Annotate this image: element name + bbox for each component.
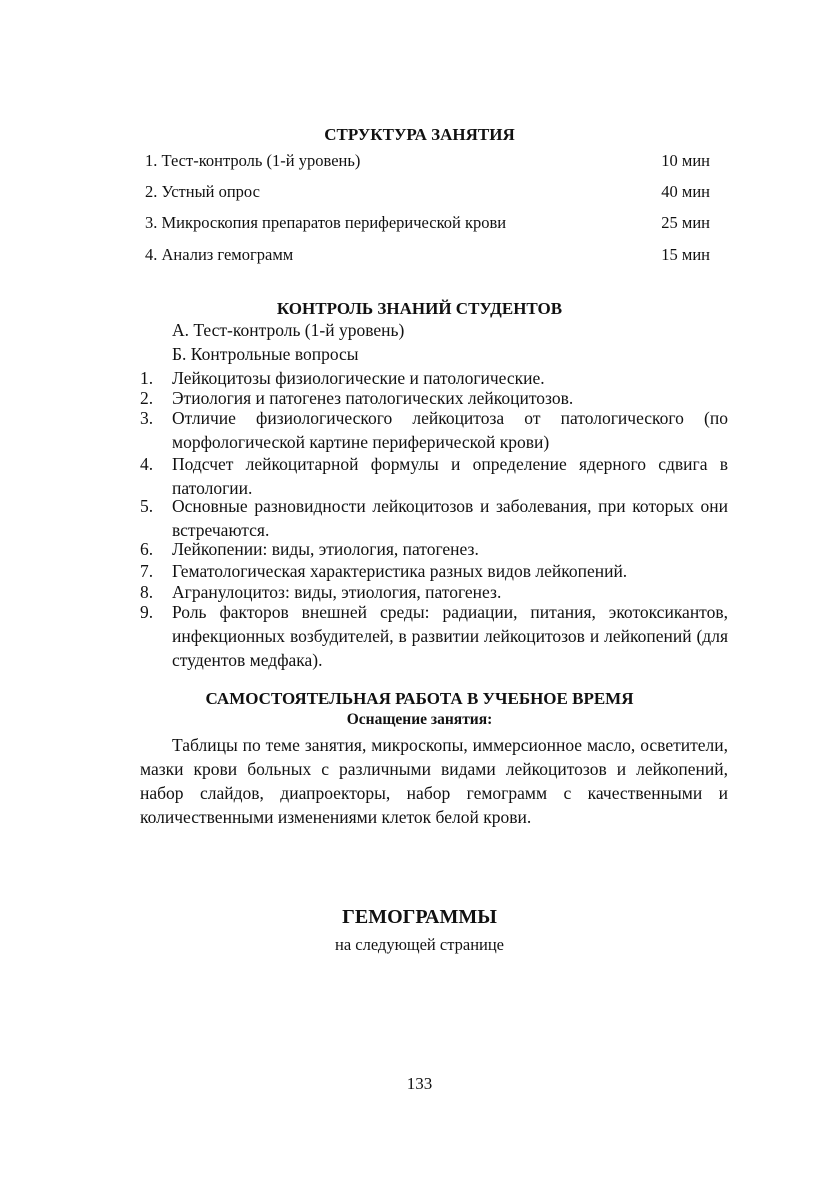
question-item	[140, 452, 728, 500]
hemograms-note: на следующей странице	[334, 935, 505, 954]
structure-row	[145, 151, 710, 173]
question-text: Роль факторов внешней среды: радиации, питания, экотоксикантов, инфекционных возбудителей, в развитии лейкоцитозов и лейкопений (для студентов медфака).	[172, 602, 728, 670]
question-text: Основные разновидности лейкоцитозов и заболевания, при которых они встречаются.	[172, 496, 728, 540]
question-text: Подсчет лейкоцитарной формулы и определение ядерного сдвига в патологии.	[172, 454, 728, 498]
test-control-line: А. Тест-контроль (1-й уровень)	[172, 320, 405, 340]
question-number: 6.	[140, 539, 154, 559]
structure-row	[145, 245, 710, 267]
question-item	[140, 537, 728, 561]
question-number: 9.	[140, 602, 154, 622]
structure-row-duration: 15 мин	[661, 245, 710, 264]
structure-row-label: 1. Тест-контроль (1-й уровень)	[145, 151, 361, 170]
structure-row-label: 4. Анализ гемограмм	[145, 245, 294, 264]
question-number: 2.	[140, 388, 154, 408]
structure-row-duration: 10 мин	[661, 151, 710, 170]
knowledge-control-title: КОНТРОЛЬ ЗНАНИЙ СТУДЕНТОВ	[276, 299, 563, 318]
structure-row-duration: 40 мин	[661, 182, 710, 201]
hemograms-title: ГЕМОГРАММЫ	[342, 906, 497, 928]
structure-row-label: 3. Микроскопия препаратов периферической крови	[145, 213, 507, 232]
question-item	[140, 406, 728, 454]
structure-row	[145, 213, 710, 235]
structure-row	[145, 182, 710, 204]
question-number: 5.	[140, 496, 154, 516]
question-item	[140, 494, 728, 542]
structure-row-duration: 25 мин	[661, 213, 710, 232]
question-number: 4.	[140, 454, 154, 474]
question-number: 3.	[140, 408, 154, 428]
lesson-structure-title: СТРУКТУРА ЗАНЯТИЯ	[324, 125, 515, 144]
control-questions-line: Б. Контрольные вопросы	[172, 344, 359, 364]
structure-row-label: 2. Устный опрос	[145, 182, 260, 201]
question-text: Лейкоцитозы физиологические и патологические.	[172, 368, 545, 388]
independent-work-title: САМОСТОЯТЕЛЬНАЯ РАБОТА В УЧЕБНОЕ ВРЕМЯ	[205, 689, 634, 708]
question-number: 7.	[140, 561, 154, 581]
question-text: Отличие физиологического лейкоцитоза от патологического (по морфологической картине периферической крови)	[172, 408, 728, 452]
question-text: Этиология и патогенез патологических лейкоцитозов.	[172, 388, 574, 408]
question-text: Агранулоцитоз: виды, этиология, патогенез.	[172, 582, 502, 602]
question-number: 8.	[140, 582, 154, 602]
question-number: 1.	[140, 368, 154, 388]
question-item	[140, 600, 728, 672]
question-text: Лейкопении: виды, этиология, патогенез.	[172, 539, 479, 559]
question-text: Гематологическая характеристика разных видов лейкопений.	[172, 561, 628, 581]
equipment-paragraph: Таблицы по теме занятия, микроскопы, иммерсионное масло, осветители, мазки крови больных с различными видами лейкоцитозов и лейкопений, набор слайдов, диапроекторы, набор гемограмм с качественными и количественными изменениями клеток белой крови.	[140, 735, 728, 827]
page-number: 133	[406, 1074, 433, 1093]
equipment-subtitle: Оснащение занятия:	[346, 711, 493, 728]
